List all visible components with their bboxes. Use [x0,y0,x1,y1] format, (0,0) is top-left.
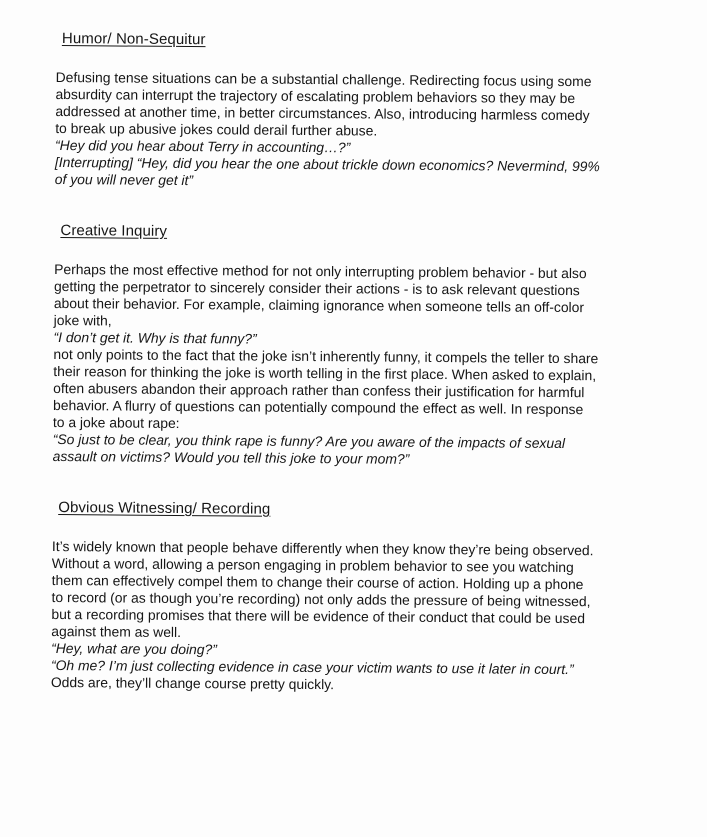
text-line: not only points to the fact that the joke isn’t inherently funny, it compels the teller to share [53,345,599,367]
text-line: joke with, [53,311,112,329]
section-text [51,538,652,696]
section-text [55,69,656,193]
quote-line: “Hey, what are you doing?” [51,639,217,658]
quote-line: of you will never get it” [54,170,194,189]
text-line: about their behavior. For example, claiming ignorance when someone tells an off-color [53,294,585,316]
text-line: getting the perpetrator to sincerely consider their actions - is to ask relevant questions [53,277,580,299]
text-line: It’s widely known that people behave differently when they know they’re being observed. [51,537,594,559]
quote-line: “Hey did you hear about Terry in accounting…?” [55,136,351,156]
section-text [53,261,655,470]
text-line: Defusing tense situations can be a substantial challenge. Redirecting focus using some [55,68,592,90]
document-body [51,30,656,696]
section-heading: Creative Inquiry [60,222,168,240]
text-line: addressed at another time, in better circumstances. Also, introducing harmless comedy [55,102,590,124]
quote-line: “Oh me? I’m just collecting evidence in case your victim wants to use it later in court.” [50,656,574,678]
section-creative-inquiry [53,222,655,470]
text-line: to record (or as though you’re recording) not only adds the pressure of being witnessed, [51,588,591,610]
section-obvious-witnessing [51,499,652,696]
text-line: Odds are, they’ll change course pretty quickly. [50,673,335,693]
quote-line: “So just to be clear, you think rape is funny? Are you aware of the impacts of sexual [52,430,566,452]
quote-line: [Interrupting] “Hey, did you hear the one about trickle down economics? Nevermind, 99% [54,153,600,175]
text-line: but a recording promises that there will be evidence of their conduct that could be used [51,605,586,627]
quote-line: assault on victims? Would you tell this joke to your mom?” [52,447,410,467]
text-line: to a joke about rape: [52,413,180,431]
text-line: behavior. A flurry of questions can potentially compound the effect as well. In response [52,396,584,418]
text-line: absurdity can interrupt the trajectory of escalating problem behaviors so they may be [55,85,576,107]
quote-line: “I don’t get it. Why is that funny?” [53,328,257,347]
text-line: against them as well. [51,622,182,640]
section-heading: Humor/ Non-Sequitur [61,30,206,49]
text-line: to break up abusive jokes could derail further abuse. [55,119,378,139]
text-line: their reason for thinking the joke is worth telling in the first place. When asked to explain, [53,362,597,384]
text-line: Without a word, allowing a person engaging in problem behavior to see you watching [51,554,574,576]
section-heading: Obvious Witnessing/ Recording [58,499,271,518]
text-line: often abusers abandon their approach rather than confess their justification for harmful [53,379,585,401]
text-line: them can effectively compel them to change their course of action. Holding up a phone [51,571,584,593]
section-humor [55,30,656,193]
text-line: Perhaps the most effective method for not only interrupting problem behavior - but also [54,260,587,282]
